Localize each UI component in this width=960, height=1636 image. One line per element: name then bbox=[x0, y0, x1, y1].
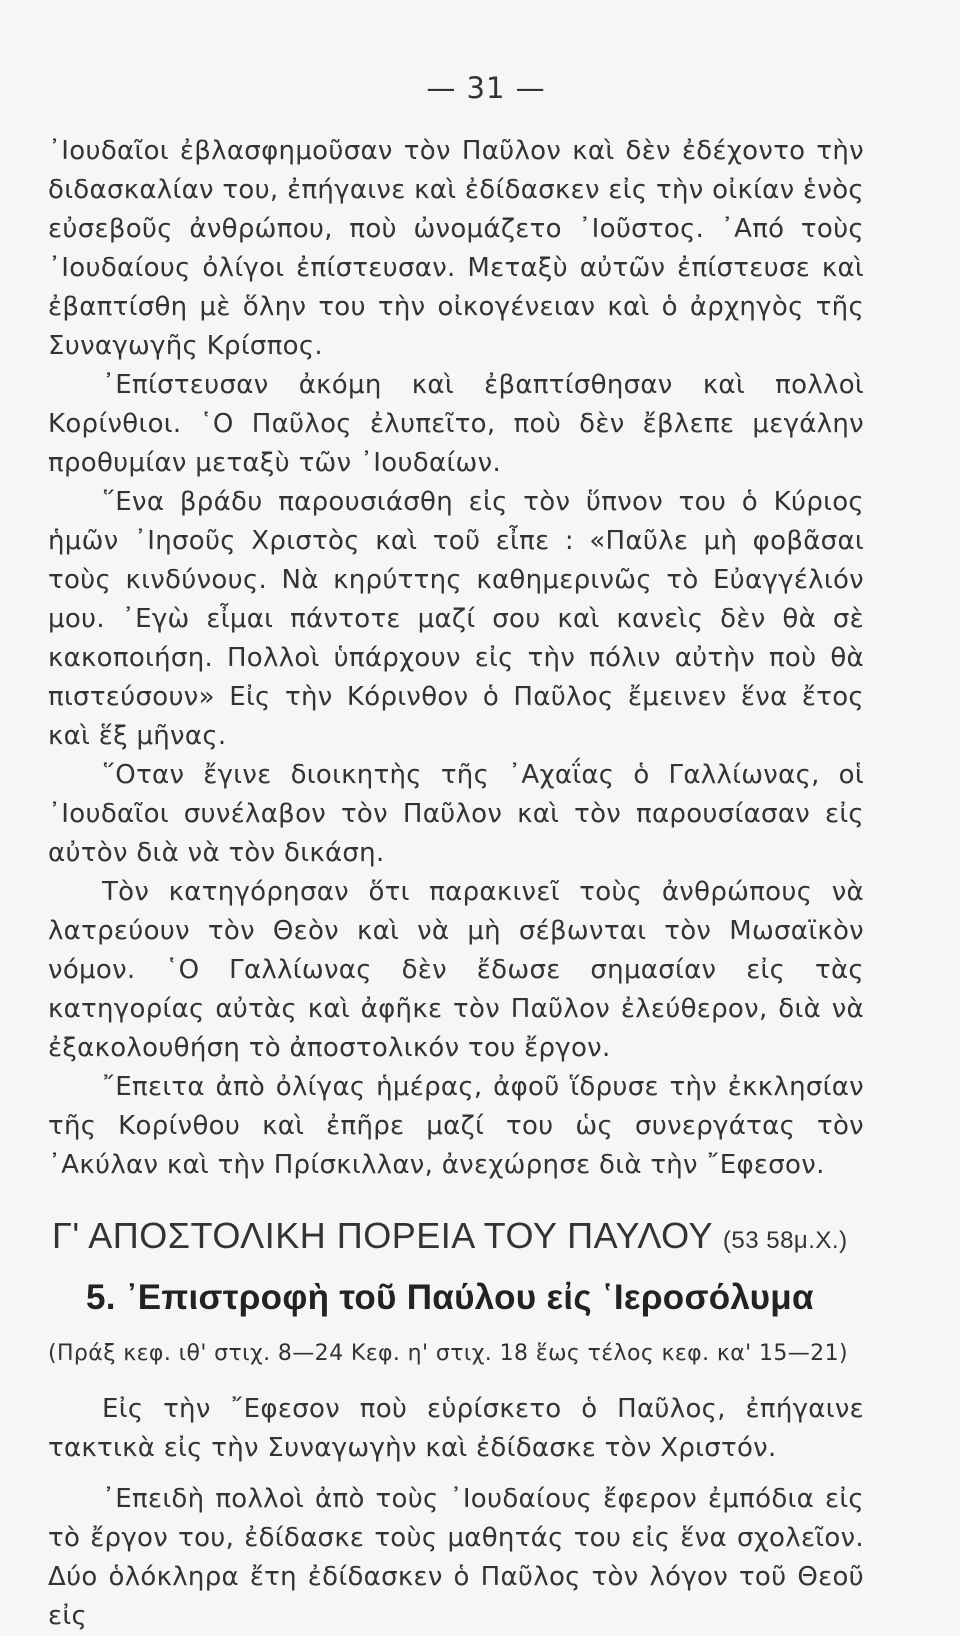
paragraph: ῎Επειτα ἀπὸ ὀλίγας ἡμέρας, ἀφοῦ ἵδρυσε τὴν ἐκκλησίαν τῆς Κορίνθου καὶ ἐπῆρε μαζί του ὡς συνεργάτας τὸν ᾿Ακύλαν καὶ τὴν Πρίσκιλλαν, ἀνεχώρησε διὰ τὴν ῎Εφεσον. bbox=[48, 1072, 864, 1180]
scripture-reference: (Πράξ κεφ. ιθ' στιχ. 8—24 Κεφ. η' στιχ. 18 ἕως τέλος κεφ. κα' 15—21) bbox=[48, 1341, 848, 1366]
paragraph: ῞Οταν ἔγινε διοικητὴς τῆς ᾿Αχαΐας ὁ Γαλλίωνας, οἱ ᾿Ιουδαῖοι συνέλαβον τὸν Παῦλον καὶ τὸν παρουσίασαν εἰς αὐτὸν διὰ νὰ τὸν δικάση. bbox=[48, 760, 864, 868]
chapter-dates: (53 58μ.Χ.) bbox=[722, 1227, 848, 1254]
paragraph: ᾿Ιουδαῖοι ἐβλασφημοῦσαν τὸν Παῦλον καὶ δὲν ἐδέχοντο τὴν διδασκαλίαν του, ἐπήγαινε καὶ ἐδίδασκεν εἰς τὴν οἰκίαν ἑνὸς εὐσεβοῦς ἀνθρώπου, ποὺ ὠνομάζετο ᾿Ιοῦστος. ᾿Από τοὺς ᾿Ιουδαίους ὀλίγοι ἐπίστευσαν. Μεταξὺ αὐτῶν ἐπίστευσε καὶ ἐβαπτίσθη μὲ ὅλην του τὴν οἰκογένειαν καὶ ὁ ἀρχηγὸς τῆς Συναγωγῆς Κρίσπος. bbox=[48, 136, 864, 361]
paragraph: ᾿Επίστευσαν ἀκόμη καὶ ἐβαπτίσθησαν καὶ πολλοὶ Κορίνθιοι. ῾Ο Παῦλος ἐλυπεῖτο, ποὺ δὲν ἔβλεπε μεγάλην προθυμίαν μεταξὺ τῶν ᾿Ιουδαίων. bbox=[48, 370, 864, 478]
chapter-heading bbox=[52, 1211, 864, 1266]
page-number: — 31 — bbox=[426, 71, 546, 105]
main-text bbox=[48, 132, 864, 1185]
section-heading: 5. ᾿Επιστροφὴ τοῦ Παύλου εἰς ῾Ιεροσόλυμα bbox=[86, 1278, 814, 1317]
section-text bbox=[48, 1390, 864, 1636]
paragraph: Τὸν κατηγόρησαν ὅτι παρακινεῖ τοὺς ἀνθρώπους νὰ λατρεύουν τὸν Θεὸν καὶ νὰ μὴ σέβωνται τὸν Μωσαϊκὸν νόμον. ῾Ο Γαλλίωνας δὲν ἔδωσε σημασίαν εἰς τὰς κατηγορίας αὐτὰς καὶ ἀφῆκε τὸν Παῦλον ἐλεύθερον, διὰ νὰ ἐξακολουθήση τὸ ἀποστολικόν του ἔργον. bbox=[48, 877, 864, 1063]
paragraph: Εἰς τὴν ῎Εφεσον ποὺ εὑρίσκετο ὁ Παῦλος, ἐπήγαινε τακτικὰ εἰς τὴν Συναγωγὴν καὶ ἐδίδασκε τὸν Χριστόν. bbox=[48, 1394, 864, 1463]
chapter-title: Γ' ΑΠΟΣΤΟΛΙΚΗ ΠΟΡΕΙΑ ΤΟΥ ΠΑΥΛΟΥ bbox=[52, 1215, 713, 1256]
paragraph: ᾿Επειδὴ πολλοὶ ἀπὸ τοὺς ᾿Ιουδαίους ἔφερον ἐμπόδια εἰς τὸ ἔργον του, ἐδίδασκε τοὺς μαθητάς του εἰς ἕνα σχολεῖον. Δύο ὁλόκληρα ἔτη ἐδίδασκεν ὁ Παῦλος τὸν λόγον τοῦ Θεοῦ εἰς bbox=[48, 1484, 864, 1631]
paragraph: ῞Ενα βράδυ παρουσιάσθη εἰς τὸν ὕπνον του ὁ Κύριος ἡμῶν ᾿Ιησοῦς Χριστὸς καὶ τοῦ εἶπε : «Παῦλε μὴ φοβᾶσαι τοὺς κινδύνους. Νὰ κηρύττης καθημερινῶς τὸ Εὐαγγέλιόν μου. ᾿Εγὼ εἶμαι πάντοτε μαζί σου καὶ κανεὶς δὲν θὰ σὲ κακοποιήση. Πολλοὶ ὑπάρχουν εἰς τὴν πόλιν αὐτὴν ποὺ θὰ πιστεύσουν» Εἰς τὴν Κόρινθον ὁ Παῦλος ἔμεινεν ἕνα ἔτος καὶ ἕξ μῆνας. bbox=[48, 487, 864, 751]
